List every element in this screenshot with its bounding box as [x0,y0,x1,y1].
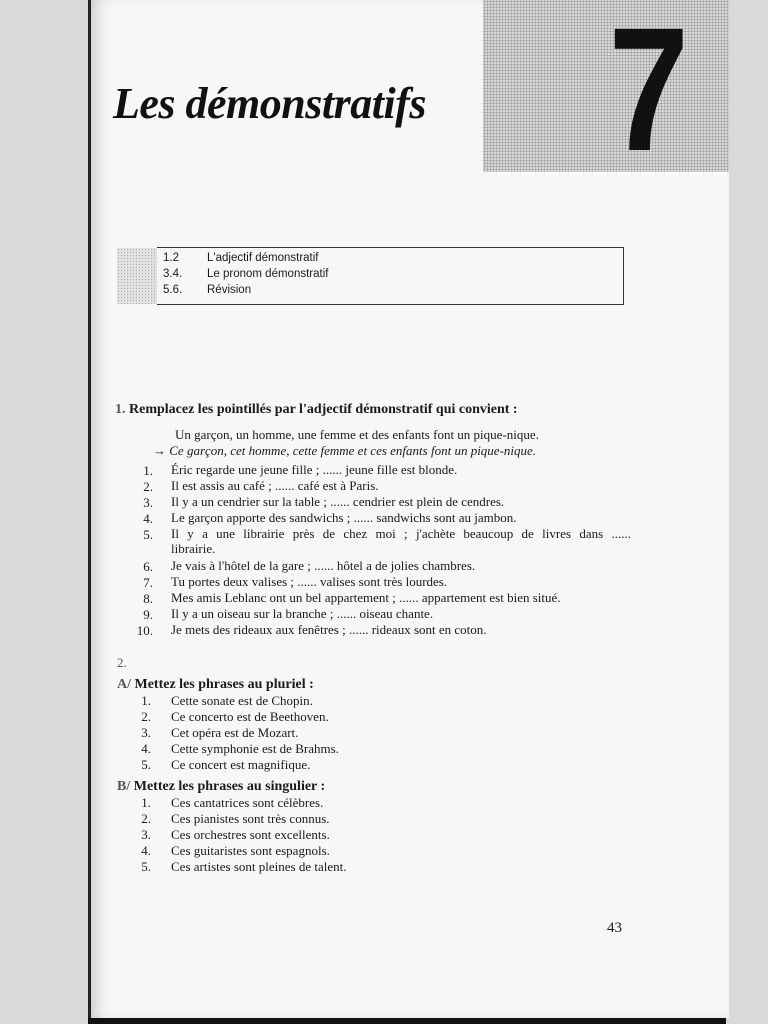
chapter-number-box [483,0,729,188]
list-item [131,757,310,773]
part-instruction: Mettez les phrases au singulier : [133,779,326,794]
example-sentence: Un garçon, un homme, une femme et des enfants font un pique-nique. [175,427,539,442]
page-bottom-edge [88,1018,726,1024]
toc-label: Révision [207,284,252,296]
item-number: 3. [143,495,153,510]
list-item [131,843,330,859]
page-number: 43 [607,920,622,936]
item-number: 4. [141,741,151,756]
toc-number: 5.6. [163,284,183,296]
item-number: 4. [141,843,151,858]
item-text: Éric regarde une jeune fille ; ...... jeune fille est blonde. [171,462,458,477]
exercise-instruction: Remplacez les pointillés par l'adjectif démonstratif qui convient : [129,402,518,417]
part-instruction: Mettez les phrases au pluriel : [134,677,314,692]
item-text: Cette sonate est de Chopin. [171,693,313,708]
item-text: Je mets des rideaux aux fenêtres ; ...... rideaux sont en coton. [171,622,487,637]
list-item [131,725,298,741]
item-number: 8. [143,591,153,606]
exercise-number: 1. [115,402,126,417]
item-text: Ce concerto est de Beethoven. [171,709,329,724]
item-number: 6. [143,559,153,574]
book-page [88,0,729,1018]
item-text: Ces cantatrices sont célèbres. [171,795,324,810]
list-item [131,709,329,725]
exercise-2-number: 2. [117,655,127,670]
toc-number: 3.4. [163,268,183,280]
example-answer: → Ce garçon, cet homme, cette femme et ces enfants font un pique-nique. [153,443,537,458]
item-text: Cet opéra est de Mozart. [171,725,299,740]
part-letter: A/ [117,677,131,692]
item-number: 1. [141,795,151,810]
item-number: 3. [141,725,151,740]
item-number: 7. [143,575,153,590]
item-text: Cette symphonie est de Brahms. [171,741,339,756]
item-number: 1. [141,693,151,708]
list-item [131,827,330,843]
item-number: 5. [141,859,151,874]
item-number: 2. [143,479,153,494]
item-text: Je vais à l'hôtel de la gare ; ...... hôtel a de jolies chambres. [171,558,476,573]
item-text: Il y a un oiseau sur la branche ; ...... oiseau chante. [171,606,434,621]
list-item [131,795,323,811]
item-text: Ces artistes sont pleines de talent. [171,859,347,874]
chapter-number: 7 [608,0,689,188]
part-letter: B/ [117,779,131,794]
exercise-1-heading [115,402,518,418]
item-text: librairie. [171,541,216,556]
exercise-2b-heading [117,779,325,795]
item-text: Il est assis au café ; ...... café est à Paris. [171,478,379,493]
item-number: 1. [143,463,153,478]
list-item [131,859,346,875]
item-text: Ces pianistes sont très connus. [171,811,330,826]
item-text: Il y a un cendrier sur la table ; ...... cendrier est plein de cendres. [171,494,505,509]
list-item [131,811,330,827]
item-number: 9. [143,607,153,622]
item-text: Il y a une librairie près de chez moi ; j'achète beaucoup de livres dans ...... [171,526,631,541]
toc-label: Le pronom démonstratif [207,268,329,280]
item-number: 3. [141,827,151,842]
item-number: 2. [141,811,151,826]
item-text: Le garçon apporte des sandwichs ; ...... sandwichs sont au jambon. [171,510,517,525]
item-text: Ces orchestres sont excellents. [171,827,330,842]
exercise-2a-heading [117,677,314,693]
toc-label: L'adjectif démonstratif [207,252,319,264]
item-number: 2. [141,709,151,724]
chapter-title: Les démonstratifs [113,79,426,128]
toc-number: 1.2 [163,252,179,264]
item-number: 5. [143,527,153,542]
table-of-contents [157,247,624,305]
list-item [131,741,339,757]
list-item [131,693,313,709]
toc-shade [117,248,157,304]
item-number: 10. [136,623,153,638]
item-number: 4. [143,511,153,526]
item-number: 5. [141,757,151,772]
item-text: Mes amis Leblanc ont un bel appartement ; ...... appartement est bien situé. [171,590,561,605]
item-text: Tu portes deux valises ; ...... valises sont très lourdes. [171,574,448,589]
item-text: Ce concert est magnifique. [171,757,311,772]
item-text: Ces guitaristes sont espagnols. [171,843,330,858]
